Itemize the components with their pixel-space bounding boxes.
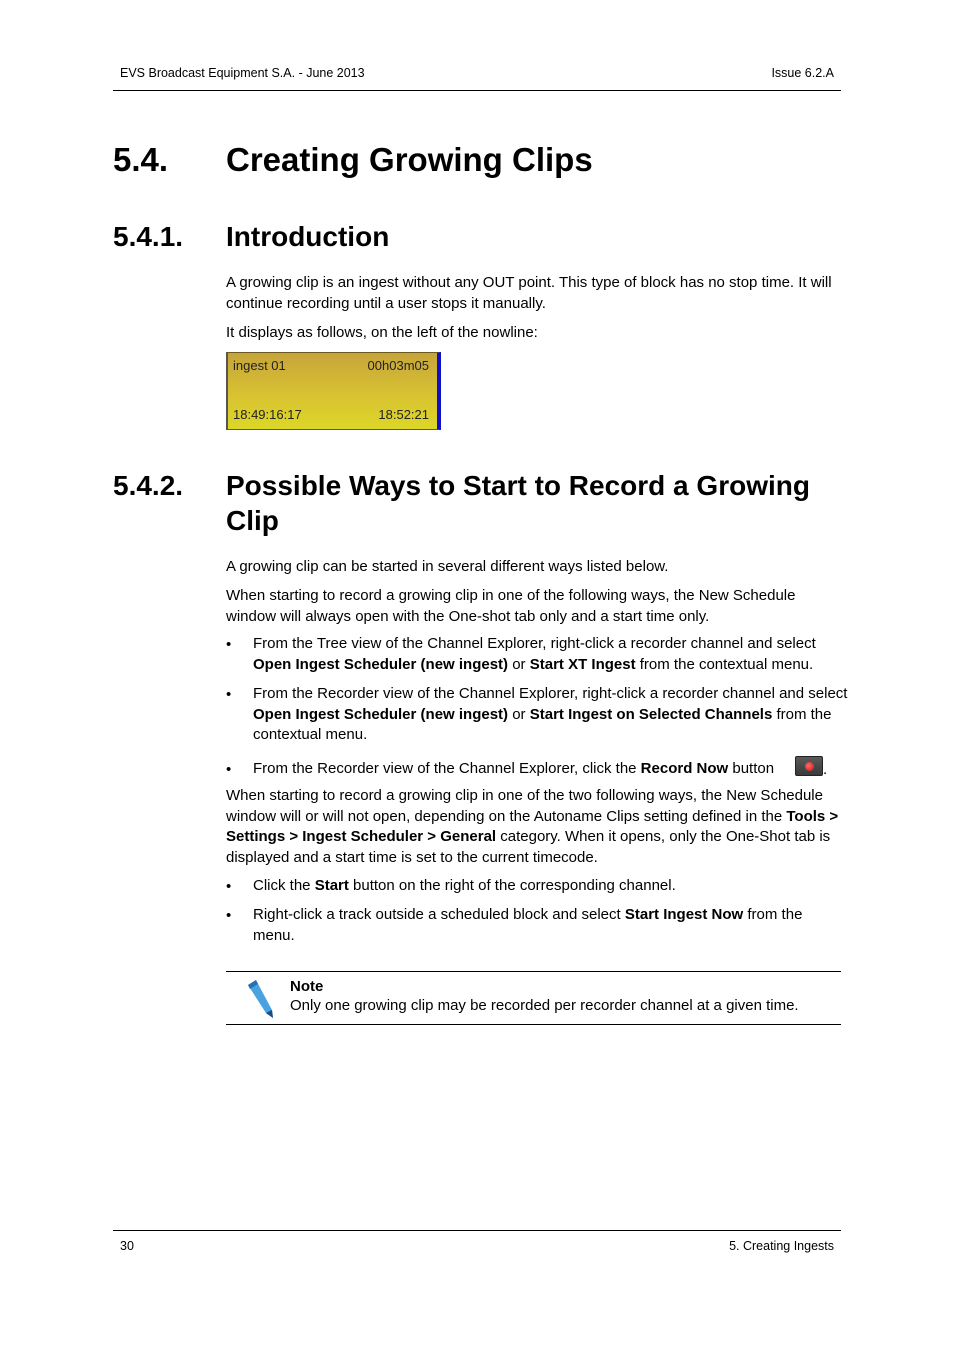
intro-number: 5.4.1.	[113, 221, 184, 252]
bullet-4-marker: •	[226, 878, 232, 895]
bullet-4	[253, 876, 848, 897]
bullet-2	[253, 684, 848, 746]
bullet-2-bold-2: Start Ingest on Selected Channels	[529, 705, 773, 723]
pencil-icon	[242, 977, 276, 1019]
section-number: 5.4.	[113, 141, 169, 178]
bullet-5-text-2: from the menu.	[253, 906, 803, 944]
bullet-2-marker: •	[226, 686, 232, 703]
bullet-3	[253, 759, 848, 780]
intro-title: Introduction	[226, 221, 390, 252]
bullet-2-text: From the Recorder view of the Channel Explorer, right-click a recorder channel and select	[253, 685, 848, 702]
intro-paragraph-2: It displays as follows, on the left of the nowline:	[226, 324, 538, 341]
bullet-5-text: Right-click a track outside a scheduled block and select	[253, 906, 625, 923]
note-title: Note	[290, 978, 324, 995]
note-box	[226, 971, 841, 1025]
clip-name: ingest 01	[233, 358, 286, 373]
ways-paragraph-3	[226, 786, 848, 868]
bullet-1-marker: •	[226, 636, 232, 653]
bullet-4-text-2: button on the right of the corresponding channel.	[348, 877, 676, 894]
ways-paragraph-1: A growing clip can be started in several different ways listed below.	[226, 558, 669, 575]
section-title: Creating Growing Clips	[226, 141, 593, 178]
ways-title: Possible Ways to Start to Record a Growing Clip	[226, 470, 810, 536]
clip-end-time: 18:52:21	[378, 407, 429, 422]
note-text: Only one growing clip may be recorded per recorder channel at a given time.	[290, 997, 799, 1014]
page-header	[113, 66, 841, 91]
ways-number: 5.4.2.	[113, 470, 184, 501]
clip-start-time: 18:49:16:17	[233, 407, 302, 422]
bullet-3-end: .	[823, 761, 828, 778]
record-dot-icon	[805, 762, 814, 771]
bullet-4-bold: Start	[314, 877, 349, 894]
bullet-1-bold-1: Open Ingest Scheduler (new ingest)	[253, 655, 509, 673]
bullet-5-marker: •	[226, 907, 232, 924]
bullet-1-text-3: from the contextual menu.	[635, 655, 814, 673]
bullet-5-bold: Start Ingest Now	[624, 906, 744, 923]
bullet-3-bold: Record Now	[640, 760, 729, 777]
bullet-2-text-3: from the contextual menu.	[253, 705, 832, 743]
footer-chapter: 5. Creating Ingests	[729, 1239, 834, 1253]
bullet-3-marker: •	[226, 761, 232, 778]
header-left: EVS Broadcast Equipment S.A. - June 2013	[120, 66, 365, 80]
record-now-button[interactable]	[795, 756, 823, 776]
ways-paragraph-3-text: When starting to record a growing clip in one of the two following ways, the New Schedule window will or will not open, depending on the Autoname Clips setting defined in the	[226, 787, 823, 825]
bullet-4-text: Click the	[253, 877, 315, 894]
bullet-3-text-2: button	[728, 760, 775, 777]
page-footer	[113, 1230, 841, 1253]
intro-paragraph-1: A growing clip is an ingest without any OUT point. This type of block has no stop time. It will continue recording until a user stops it manually.	[226, 274, 832, 312]
clip-duration: 00h03m05	[367, 358, 429, 373]
bullet-3-text: From the Recorder view of the Channel Explorer, click the	[253, 760, 641, 777]
bullet-1-bold-2: Start XT Ingest	[529, 655, 636, 673]
page-number: 30	[120, 1239, 134, 1253]
bullet-5	[253, 905, 848, 946]
bullet-1-text: From the Tree view of the Channel Explorer, right-click a recorder channel and select	[253, 635, 816, 652]
ways-paragraph-2: When starting to record a growing clip in one of the following ways, the New Schedule window will always open with the One-shot tab only and a start time only.	[226, 587, 796, 625]
ways-paragraph-3-bold: Tools > Settings > Ingest Scheduler > General	[226, 807, 839, 845]
header-right: Issue 6.2.A	[771, 66, 834, 80]
bullet-1	[253, 634, 848, 675]
bullet-2-text-2: or	[508, 705, 530, 723]
bullet-1-text-2: or	[508, 655, 530, 673]
growing-clip-block	[226, 352, 441, 430]
ways-paragraph-3-text-2: category. When it opens, only the One-Shot tab is displayed and a start time is set to the current timecode.	[226, 828, 831, 866]
bullet-2-bold-1: Open Ingest Scheduler (new ingest)	[253, 705, 509, 723]
